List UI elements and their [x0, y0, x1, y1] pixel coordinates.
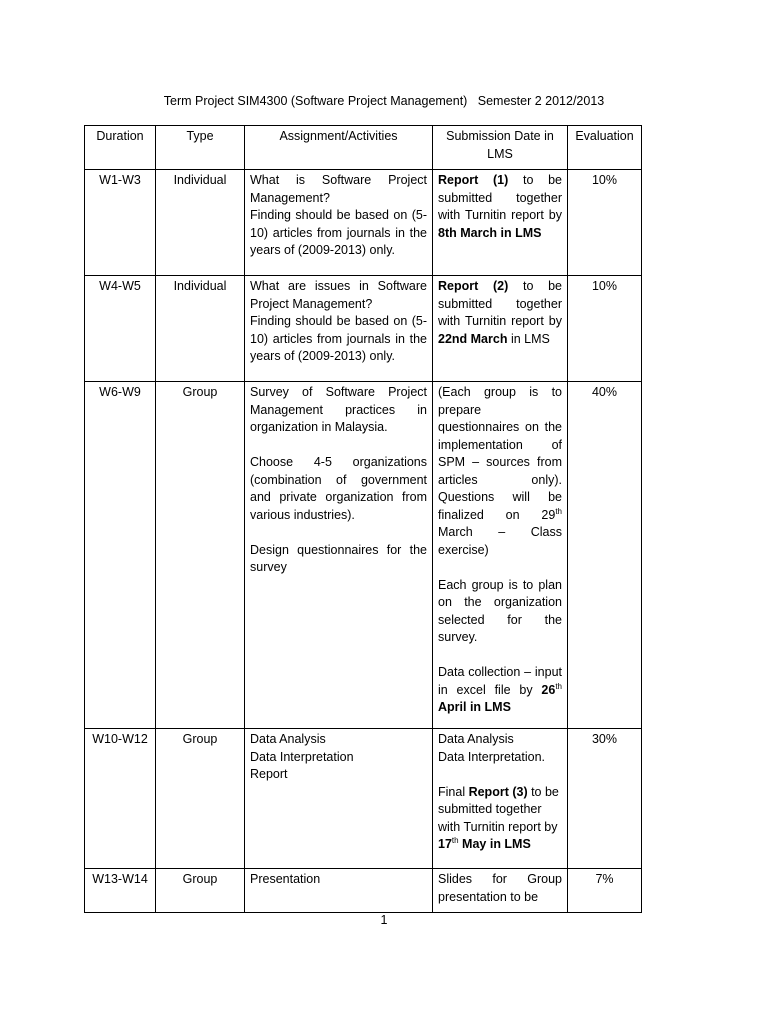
activity-text: Survey of Software Project Management practices in organization in Malaysia. [250, 385, 427, 434]
activity-text: What are issues in Software Project Management? [250, 279, 427, 311]
header-duration: Duration [85, 126, 156, 170]
submission-bold: 17 [438, 837, 452, 851]
submission-bold: 26 [541, 682, 556, 697]
duration-cell: W4-W5 [85, 276, 156, 382]
activities-cell [245, 729, 433, 869]
evaluation-cell: 10% [568, 170, 642, 276]
duration-cell: W10-W12 [85, 729, 156, 869]
submission-text: to be submitted together with Turnitin report by [438, 279, 562, 328]
submission-text: Each group is to plan on the organization selected for the survey. [438, 577, 562, 644]
type-cell: Group [156, 382, 245, 729]
ordinal-suffix: th [451, 835, 459, 845]
table-row [85, 276, 642, 382]
schedule-table [84, 125, 642, 913]
evaluation-cell: 30% [568, 729, 642, 869]
table-row [85, 729, 642, 869]
activity-text: Finding should be based on (5-10) articles from journals in the years of (2009-2013) only. [250, 208, 427, 257]
submission-cell [433, 170, 568, 276]
type-cell: Group [156, 869, 245, 913]
activity-text: What is Software Project Management? [250, 173, 427, 205]
type-cell: Individual [156, 276, 245, 382]
duration-cell: W6-W9 [85, 382, 156, 729]
submission-text: to be submitted together with Turnitin report by [438, 173, 562, 222]
page-number: 1 [380, 913, 388, 927]
table-header-row [85, 126, 642, 170]
submission-text: to be submitted together with Turnitin report by [438, 784, 559, 834]
submission-bold: April in LMS [438, 700, 511, 714]
submission-bold: May in LMS [458, 837, 531, 851]
evaluation-cell: 10% [568, 276, 642, 382]
ordinal-suffix: th [555, 506, 562, 516]
activity-text: Presentation [250, 872, 321, 886]
submission-text: (Each group is to prepare questionnaires on the implementation of SPM – sources from articles only). Questions will be finalized on 29 [438, 385, 562, 522]
table-row [85, 170, 642, 276]
submission-bold: 8th March in LMS [438, 225, 542, 240]
submission-bold: 22nd March [438, 331, 508, 346]
header-activities: Assignment/Activities [245, 126, 433, 170]
evaluation-cell: 7% [568, 869, 642, 913]
submission-bold: Report (3) [468, 784, 528, 799]
submission-text: Final [438, 784, 469, 799]
activities-cell [245, 869, 433, 913]
submission-cell [433, 382, 568, 729]
type-cell: Group [156, 729, 245, 869]
header-type: Type [156, 126, 245, 170]
evaluation-cell: 40% [568, 382, 642, 729]
activity-text: Choose 4-5 organizations (combination of government and private organization from various industries). [250, 455, 427, 522]
header-evaluation: Evaluation [568, 126, 642, 170]
submission-cell [433, 276, 568, 382]
activity-text: Design questionnaires for the survey [250, 542, 427, 574]
activity-text: Report [250, 767, 288, 781]
activity-text: Data Analysis [250, 732, 326, 746]
submission-text: Data Analysis [438, 732, 514, 746]
activity-text: Data Interpretation [250, 749, 354, 764]
submission-text: Data collection – input in excel file by [438, 665, 562, 697]
submission-text: Slides for Group presentation to be [438, 872, 562, 904]
submission-bold: Report (2) [438, 279, 509, 293]
activities-cell [245, 276, 433, 382]
submission-text: Data Interpretation. [438, 749, 546, 764]
submission-text: March – Class exercise) [438, 525, 562, 557]
duration-cell: W13-W14 [85, 869, 156, 913]
activities-cell [245, 382, 433, 729]
submission-bold: Report (1) [438, 173, 509, 187]
ordinal-suffix: th [555, 681, 562, 691]
header-submission: Submission Date in LMS [433, 126, 568, 170]
submission-cell [433, 869, 568, 913]
table-row [85, 382, 642, 729]
activities-cell [245, 170, 433, 276]
page-title: Term Project SIM4300 (Software Project Management) Semester 2 2012/2013 [163, 94, 605, 108]
submission-cell [433, 729, 568, 869]
submission-text: in LMS [507, 331, 550, 346]
duration-cell: W1-W3 [85, 170, 156, 276]
type-cell: Individual [156, 170, 245, 276]
activity-text: Finding should be based on (5-10) articles from journals in the years of (2009-2013) only. [250, 314, 427, 363]
table-row [85, 869, 642, 913]
